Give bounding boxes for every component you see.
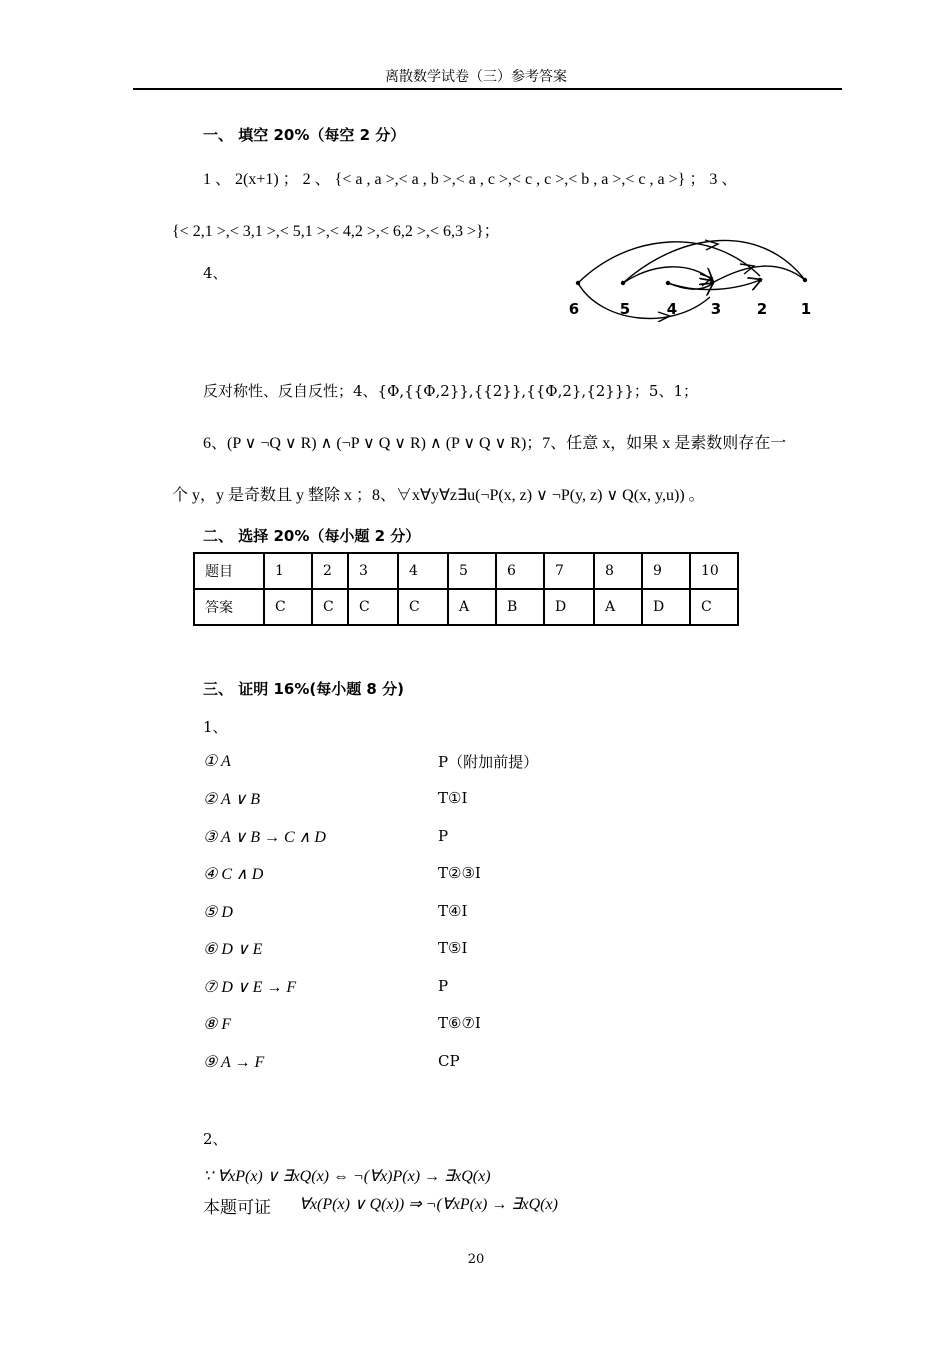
proof-step-rule: T⑤I [438, 939, 468, 957]
table-row-answers [194, 589, 738, 625]
proof-2-equation-1: ∵ ∀xP(x) ∨ ∃xQ(x) ⇔ ¬(∀x)P(x) → ∃xQ(x) [203, 1168, 491, 1185]
s1-line4: 6、(P ∨ ¬Q ∨ R) ∧ (¬P ∨ Q ∨ R) ∧ (P ∨ Q ∨ R)；7、任意 x，如果 x 是素数则存在一 [203, 435, 787, 452]
table-cell: D [544, 589, 594, 625]
proof-step-rule: CP [438, 1052, 460, 1070]
s1-line3: 反对称性、反自反性；4、{Φ,{{Φ,2}},{{2}},{{Φ,2},{2}}}；5、1； [203, 382, 699, 400]
proof-step-rule: T②③I [438, 864, 481, 882]
s1-line5: 个 y，y 是奇数且 y 整除 x ；8、∀x∀y∀z∃u(¬P(x, z) ∨ ¬P(y, z) ∨ Q(x, y,u)) 。 [172, 487, 705, 504]
proof-step-formula: ⑦ D ∨ E → F [203, 979, 297, 996]
table-cell: 2 [312, 553, 348, 589]
proof-step-formula: ⑨ A → F [203, 1054, 265, 1071]
proof-step-rule: T⑥⑦I [438, 1014, 481, 1032]
answer-table [193, 552, 739, 626]
proof-1-label: 1、 [203, 718, 228, 736]
page-number: 20 [467, 1252, 485, 1267]
section-2-title: 二、 选择 20%（每小题 2 分） [203, 527, 421, 545]
table-cell: C [312, 589, 348, 625]
proof-step-formula: ⑧ F [203, 1016, 232, 1033]
s1-line1: 1 、 2(x+1) ； 2 、 {< a , a >,< a , b >,< a , c >,< c , c >,< b , a >,< c , a >} ； 3 、 [203, 171, 738, 188]
table-cell: B [496, 589, 544, 625]
edge-5-1 [623, 240, 805, 283]
proof-step-rule: P（附加前提） [438, 753, 539, 771]
table-cell: 1 [264, 553, 312, 589]
table-cell: A [448, 589, 496, 625]
graph-label-1: 1 [800, 300, 812, 318]
table-cell: C [264, 589, 312, 625]
graph-label-6: 6 [568, 300, 580, 318]
table-cell: C [348, 589, 398, 625]
section-3-title: 三、 证明 16%(每小题 8 分) [203, 680, 404, 698]
proof-step-rule: P [438, 827, 449, 845]
proof-2-prefix: 本题可证 [203, 1198, 271, 1218]
table-row-numbers [194, 553, 738, 589]
header-rule [133, 88, 842, 90]
edge-6-2 [578, 242, 760, 283]
node-6 [576, 281, 580, 285]
table-cell: 7 [544, 553, 594, 589]
row-label-question: 题目 [194, 553, 264, 589]
table-cell: 4 [398, 553, 448, 589]
table-cell: 10 [690, 553, 738, 589]
proof-step-formula: ② A ∨ B [203, 791, 261, 808]
node-2 [758, 278, 762, 282]
node-5 [621, 281, 625, 285]
table-cell: 9 [642, 553, 690, 589]
table-cell: C [690, 589, 738, 625]
proof-step-rule: T④I [438, 902, 468, 920]
proof-step-formula: ⑥ D ∨ E [203, 941, 263, 958]
proof-step-rule: T①I [438, 789, 468, 807]
proof-step-formula: ④ C ∧ D [203, 866, 264, 883]
proof-step-formula: ⑤ D [203, 904, 233, 921]
table-cell: 5 [448, 553, 496, 589]
proof-step-formula: ① A [203, 753, 231, 770]
node-3 [710, 281, 714, 285]
table-cell: C [398, 589, 448, 625]
proof-step-formula: ③ A ∨ B → C ∧ D [203, 829, 326, 846]
graph-label-4: 4 [666, 300, 678, 318]
node-1 [803, 278, 807, 282]
proof-2-equation-2: ∀x(P(x) ∨ Q(x)) ⇒ ¬(∀xP(x) → ∃xQ(x) [299, 1196, 558, 1213]
graph-label-2: 2 [756, 300, 768, 318]
graph-label-3: 3 [710, 300, 722, 318]
table-cell: 6 [496, 553, 544, 589]
row-label-answer: 答案 [194, 589, 264, 625]
table-cell: A [594, 589, 642, 625]
proof-step-rule: P [438, 977, 449, 995]
node-4 [666, 281, 670, 285]
table-cell: 3 [348, 553, 398, 589]
edge-5-3 [623, 267, 712, 283]
page-header: 离散数学试卷（三）参考答案 [385, 69, 567, 85]
s1-q4-label: 4、 [203, 264, 228, 282]
table-cell: 8 [594, 553, 642, 589]
relation-graph [560, 232, 830, 322]
section-1-title: 一、 填空 20%（每空 2 分） [203, 126, 406, 144]
graph-label-5: 5 [619, 300, 631, 318]
s1-line2: {< 2,1 >,< 3,1 >,< 5,1 >,< 4,2 >,< 6,2 >,< 6,3 >}； [172, 223, 500, 240]
table-cell: D [642, 589, 690, 625]
proof-2-label: 2、 [203, 1130, 228, 1148]
